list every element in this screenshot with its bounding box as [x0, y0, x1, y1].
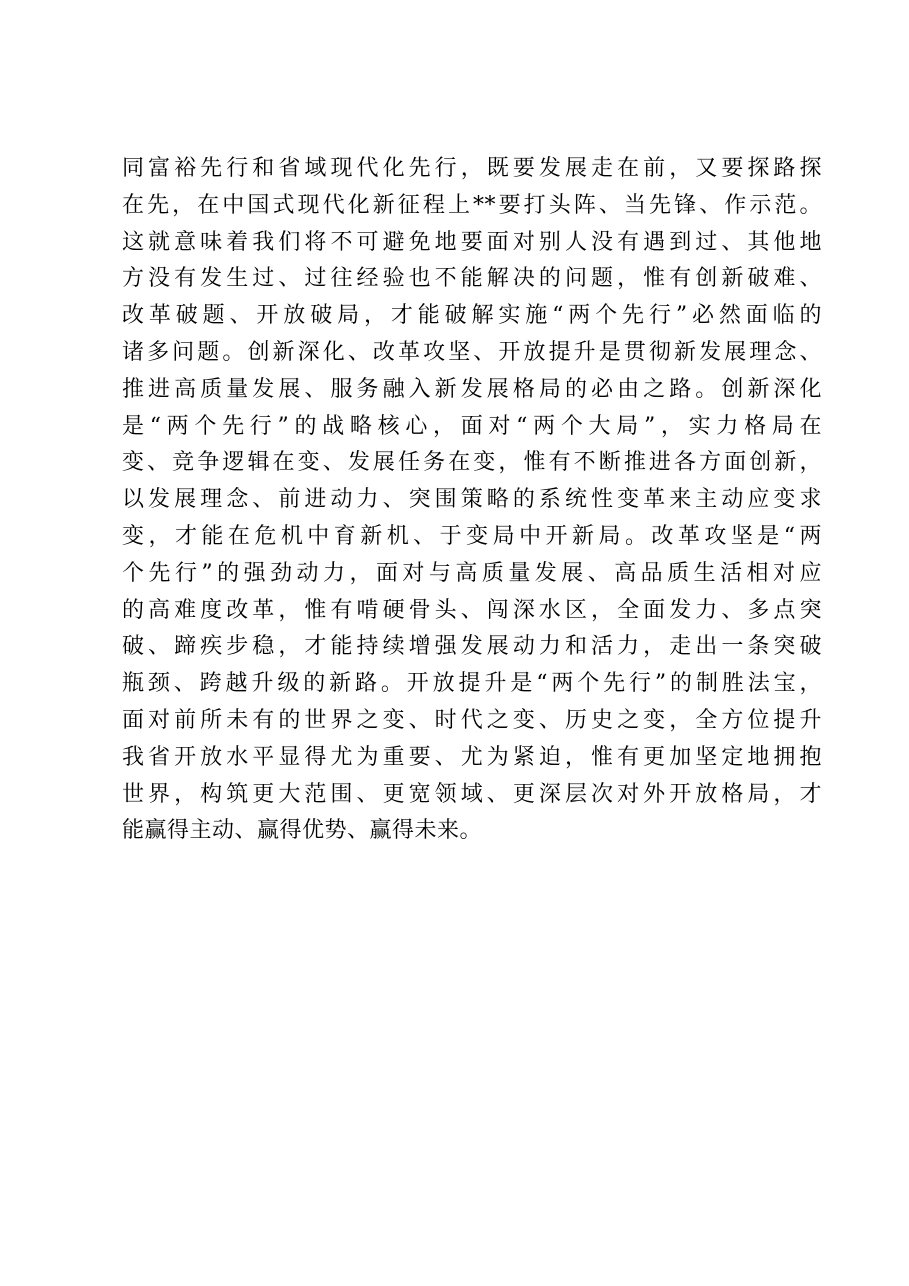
text-line: 同富裕先行和省域现代化先行，既要发展走在前，又要探路探 [122, 156, 822, 181]
text-line: 这就意味着我们将不可避免地要面对别人没有遇到过、其他地 [122, 229, 822, 255]
text-line: 的高难度改革，惟有啃硬骨头、闯深水区，全面发力、多点突 [122, 597, 822, 623]
text-line: 推进高质量发展、服务融入新发展格局的必由之路。创新深化 [122, 376, 822, 402]
text-line: 世界，构筑更大范围、更宽领域、更深层次对外开放格局，才 [122, 781, 822, 807]
text-line: 面对前所未有的世界之变、时代之变、历史之变，全方位提升 [122, 707, 822, 733]
text-line: 在先，在中国式现代化新征程上**要打头阵、当先锋、作示范。 [122, 192, 822, 218]
text-line: 是“两个先行”的战略核心，面对“两个大局”，实力格局在 [122, 413, 822, 439]
text-line: 方没有发生过、过往经验也不能解决的问题，惟有创新破难、 [122, 266, 822, 292]
text-line: 变、竞争逻辑在变、发展任务在变，惟有不断推进各方面创新， [122, 450, 822, 476]
text-line: 破、蹄疾步稳，才能持续增强发展动力和活力，走出一条突破 [122, 634, 822, 660]
text-line-last: 能赢得主动、赢得优势、赢得未来。 [122, 818, 483, 844]
text-line: 变，才能在危机中育新机、于变局中开新局。改革攻坚是“两 [122, 523, 822, 549]
text-line: 改革破题、开放破局，才能破解实施“两个先行”必然面临的 [122, 303, 822, 329]
body-paragraph [122, 151, 822, 850]
text-line: 瓶颈、跨越升级的新路。开放提升是“两个先行”的制胜法宝， [122, 671, 822, 697]
text-line: 我省开放水平显得尤为重要、尤为紧迫，惟有更加坚定地拥抱 [122, 744, 822, 770]
text-line: 个先行”的强劲动力，面对与高质量发展、高品质生活相对应 [122, 560, 822, 586]
text-line: 以发展理念、前进动力、突围策略的系统性变革来主动应变求 [122, 487, 822, 513]
text-line: 诸多问题。创新深化、改革攻坚、开放提升是贯彻新发展理念、 [122, 339, 822, 365]
